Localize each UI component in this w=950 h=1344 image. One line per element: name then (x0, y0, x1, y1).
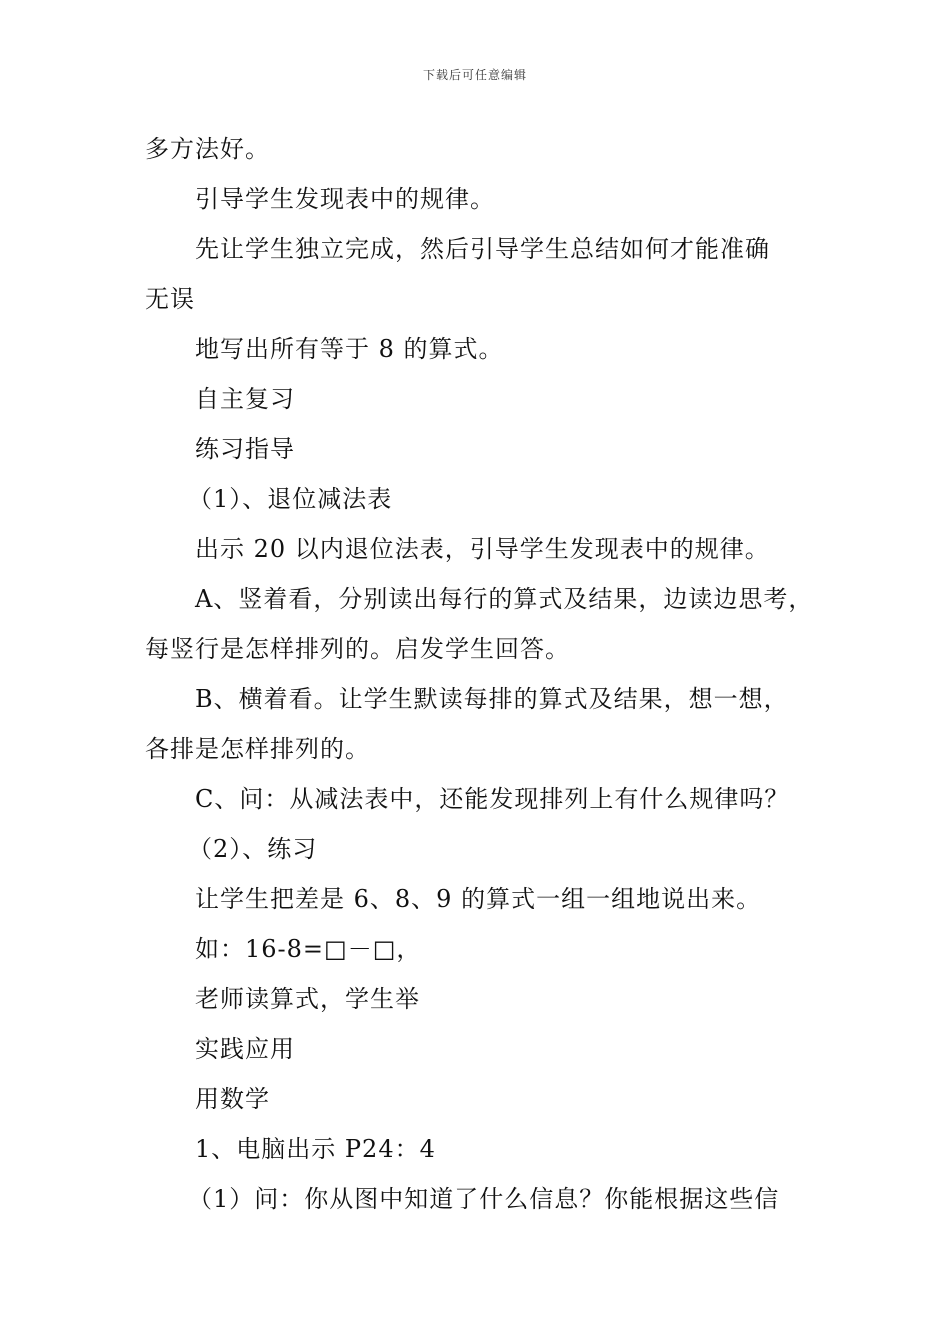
subsection-heading: （1）、退位减法表 (188, 485, 393, 513)
section-heading: 自主复习 (195, 385, 295, 413)
text-line: 引导学生发现表中的规律。 (195, 185, 495, 213)
text-line: 各排是怎样排列的。 (145, 735, 370, 763)
text-line: 让学生把差是 6、8、9 的算式一组一组地说出来。 (195, 885, 762, 913)
text-line: 1、电脑出示 P24：4 (195, 1135, 436, 1163)
page-header: 下载后可任意编辑 (422, 68, 527, 82)
text-line: 无误 (145, 285, 195, 313)
text-line: 先让学生独立完成，然后引导学生总结如何才能准确 (195, 235, 770, 263)
text-line: 地写出所有等于 8 的算式。 (195, 335, 504, 363)
text-line: A、竖着看，分别读出每行的算式及结果，边读边思考， (195, 585, 814, 613)
subsection-heading: （2）、练习 (188, 835, 318, 863)
text-line: 如：16-8=□－□， (195, 935, 422, 963)
text-line: 多方法好。 (145, 135, 270, 163)
text-line: 老师读算式，学生举 (195, 985, 420, 1013)
text-line: B、横着看。让学生默读每排的算式及结果，想一想， (195, 685, 789, 713)
text-line: （1）问：你从图中知道了什么信息？你能根据这些信 (188, 1185, 780, 1213)
text-line: 出示 20 以内退位法表，引导学生发现表中的规律。 (195, 535, 770, 563)
section-heading: 用数学 (195, 1085, 270, 1113)
text-line: C、问：从减法表中，还能发现排列上有什么规律吗？ (195, 785, 790, 813)
section-heading: 练习指导 (195, 435, 295, 463)
text-line: 每竖行是怎样排列的。启发学生回答。 (145, 635, 570, 663)
section-heading: 实践应用 (195, 1035, 295, 1063)
